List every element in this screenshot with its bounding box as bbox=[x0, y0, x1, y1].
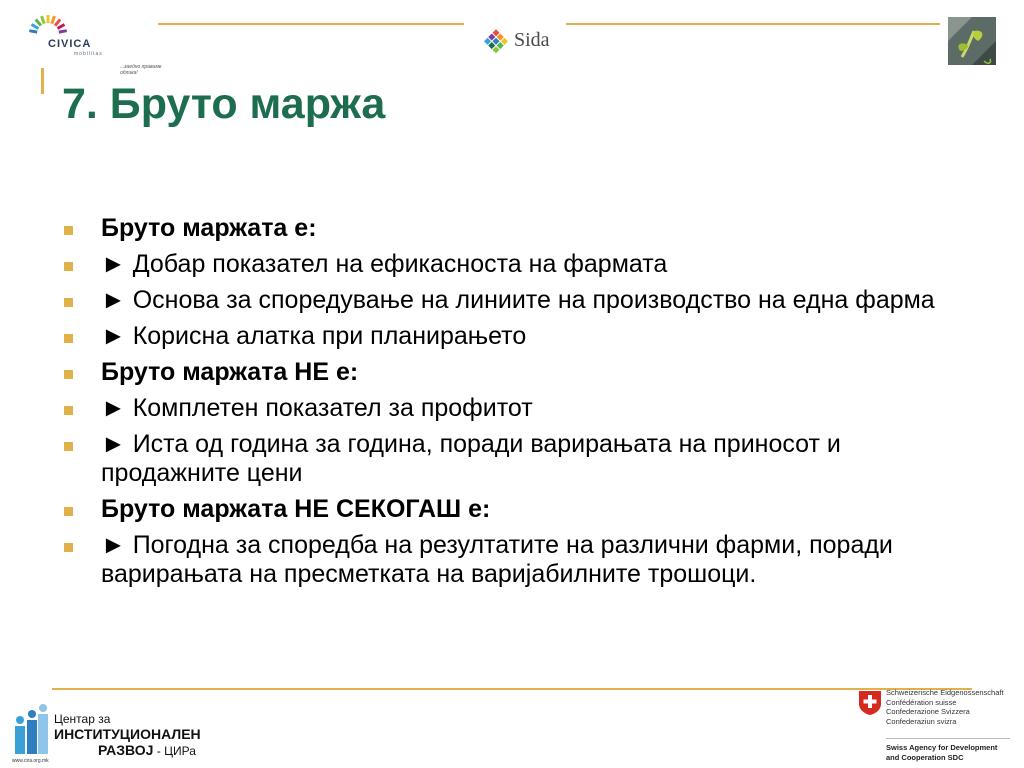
sida-name: Sida bbox=[514, 29, 550, 51]
civica-name: CIVICA bbox=[48, 38, 92, 50]
sdc-separator bbox=[886, 738, 1010, 739]
bullet-square-icon bbox=[64, 507, 73, 516]
bullet-square-icon bbox=[64, 334, 73, 343]
cir-line3 bbox=[98, 742, 196, 758]
list-item bbox=[62, 286, 962, 315]
civica-logo bbox=[28, 12, 168, 76]
list-item bbox=[62, 430, 962, 488]
sdc-language-line: Confederazione Svizzera bbox=[886, 707, 970, 716]
bullet-square-icon bbox=[64, 406, 73, 415]
bullet-text: Бруто маржата НЕ СЕКОГАШ е: bbox=[101, 495, 491, 523]
sdc-agency-line: Swiss Agency for Development bbox=[886, 743, 998, 752]
bullet-square-icon bbox=[64, 298, 73, 307]
bullet-square-icon bbox=[64, 226, 73, 235]
bullet-text: ► Добар показател на ефикасноста на фармата bbox=[101, 250, 668, 278]
list-item bbox=[62, 250, 962, 279]
bullet-square-icon bbox=[64, 370, 73, 379]
list-item bbox=[62, 531, 962, 589]
list-item bbox=[62, 322, 962, 351]
header-rule-left bbox=[158, 23, 464, 25]
bullet-text: ► Корисна алатка при планирањето bbox=[101, 322, 527, 350]
sdc-agency-line: and Cooperation SDC bbox=[886, 752, 964, 762]
cir-logo bbox=[10, 702, 210, 766]
bullet-text: Бруто маржата е: bbox=[101, 214, 317, 242]
swiss-flag-icon bbox=[858, 690, 882, 716]
bullet-text: ► Комплетен показател за профитот bbox=[101, 394, 533, 422]
cir-figures-icon bbox=[10, 702, 52, 756]
civica-tagline: ...заедно правиме одлика! bbox=[120, 64, 162, 76]
list-item bbox=[62, 358, 962, 387]
cir-line3-main: РАЗВОЈ bbox=[98, 742, 154, 758]
list-item bbox=[62, 495, 962, 524]
footer-rule bbox=[52, 688, 972, 690]
bullet-text: ► Погодна за споредба на резултатите на различни фарми, поради варирањата на пресметката на варијабилните трошоци. bbox=[101, 531, 893, 588]
leaf-logo-icon bbox=[948, 17, 996, 69]
sdc-logo bbox=[856, 688, 1024, 766]
bullet-text: ► Основа за споредување на линиите на производство на една фарма bbox=[101, 286, 935, 314]
header-rule-right bbox=[566, 23, 940, 25]
cir-line1: Центар за bbox=[54, 712, 111, 726]
bullet-square-icon bbox=[64, 442, 73, 451]
list-item bbox=[62, 214, 962, 243]
cir-url: www.cira.org.mk bbox=[12, 758, 49, 764]
slide-title: 7. Бруто маржа bbox=[62, 80, 386, 128]
bullet-square-icon bbox=[64, 543, 73, 552]
cir-line3-suffix: - ЦИРа bbox=[153, 744, 196, 758]
civica-subtitle: mobilitas bbox=[74, 51, 103, 57]
sdc-language-line: Schweizerische Eidgenossenschaft bbox=[886, 688, 1004, 697]
list-item bbox=[62, 394, 962, 423]
sdc-language-line: Confederaziun svizra bbox=[886, 716, 957, 726]
bullet-square-icon bbox=[64, 262, 73, 271]
sdc-language-line: Confédération suisse bbox=[886, 697, 957, 707]
bullet-list bbox=[62, 214, 962, 596]
cir-line2: ИНСТИТУЦИОНАЛЕН bbox=[54, 726, 201, 742]
sida-diamond-icon bbox=[482, 29, 512, 55]
sdc-text bbox=[886, 688, 1024, 762]
sida-logo bbox=[482, 29, 562, 55]
bullet-text: ► Иста од година за година, поради варирањата на приносот и продажните цени bbox=[101, 430, 841, 487]
bullet-text: Бруто маржата НЕ е: bbox=[101, 358, 359, 386]
